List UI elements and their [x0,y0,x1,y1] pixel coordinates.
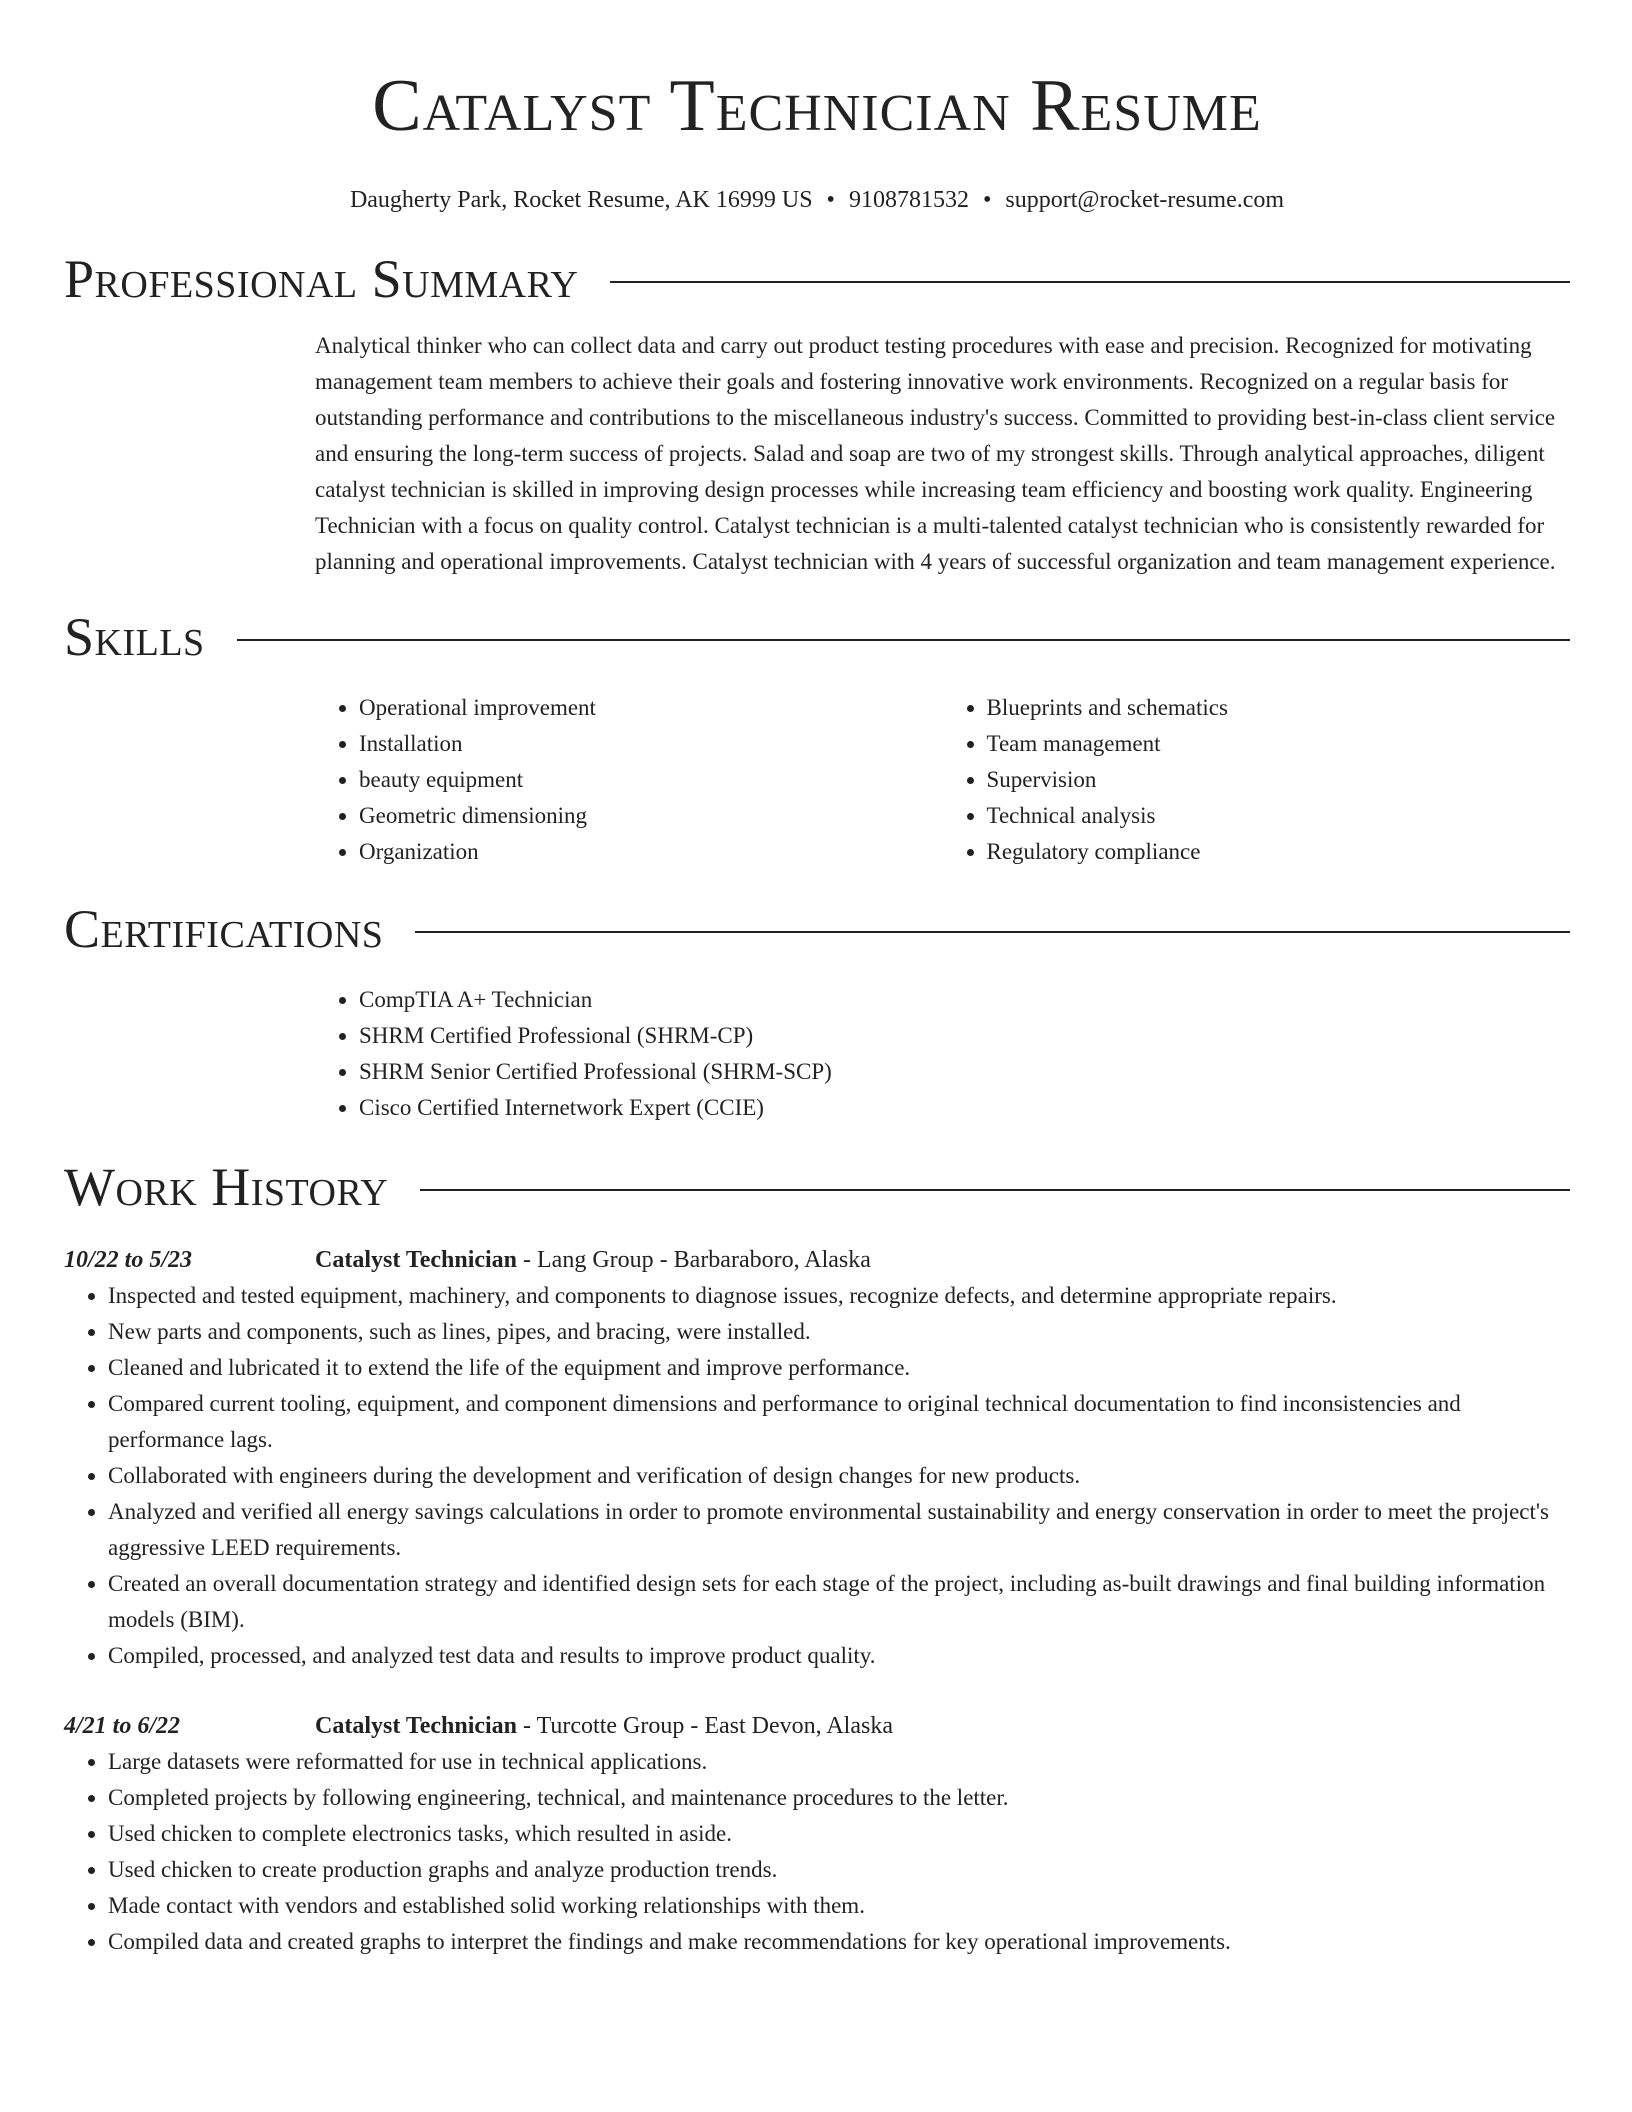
skill-item: • Technical analysis [987,798,1571,834]
resume-page [64,0,1570,1960]
job-dates: 4/21 to 6/22 [64,1713,181,1739]
certifications-body [315,982,1570,1126]
contact-line [64,184,1570,216]
skill-item: • Supervision [987,762,1571,798]
section-header [64,248,1570,310]
job-entry [64,1242,1570,1674]
section-divider [237,639,1570,641]
job-company-location: - Turcotte Group - East Devon, Alaska [517,1713,893,1739]
certifications-list [315,982,1570,1126]
responsibility-item: • Large datasets were reformatted for use in technical applications. [108,1744,1570,1780]
skills-column-right [943,690,1571,870]
section-title: Certifications [64,899,384,959]
contact-phone: 9108781532 [848,187,969,213]
section-divider [420,1189,1570,1191]
contact-separator: • [826,187,835,213]
job-responsibilities [64,1744,1570,1960]
section-header [64,1156,1570,1218]
summary-section [64,248,1570,580]
summary-text: Analytical thinker who can collect data and carry out product testing procedures with ease and precision. Recognized for motivating management team members to achieve their goals and fostering innovative work environments. Recognized on a regular basis for outstanding performance and contributions to the miscellaneous industry's success. Committed to providing best-in-class client service and ensuring the long-term success of projects. Salad and soap are two of my strongest skills. Through analytical approaches, diligent catalyst technician is skilled in improving design processes while increasing team efficiency and boosting work quality. Engineering Technician with a focus on quality control. Catalyst technician is a multi-talented catalyst technician who is consistently rewarded for planning and operational improvements. Catalyst technician with 4 years of successful organization and team management experience. [315,333,1556,574]
responsibility-item: • New parts and components, such as lines, pipes, and bracing, were installed. [108,1314,1570,1350]
work-history-section [64,1156,1570,1960]
section-divider [415,931,1570,933]
job-company-location: - Lang Group - Barbaraboro, Alaska [517,1247,871,1273]
skill-item: • Team management [987,726,1571,762]
job-dates: 10/22 to 5/23 [64,1247,193,1273]
job-entry [64,1708,1570,1960]
contact-address: Daugherty Park, Rocket Resume, AK 16999 US [349,187,813,213]
job-title: Catalyst Technician [315,1247,518,1273]
job-header [64,1708,1570,1744]
job-title: Catalyst Technician [315,1713,518,1739]
skill-item: • Installation [359,726,943,762]
section-header [64,606,1570,668]
skill-item: • Regulatory compliance [987,834,1571,870]
section-title: Professional Summary [64,249,579,309]
responsibility-item: • Analyzed and verified all energy savings calculations in order to promote environmental sustainability and energy conservation in order to meet the project's aggressive LEED requirements. [108,1494,1570,1566]
skills-column-left [315,690,943,870]
certification-item: • Cisco Certified Internetwork Expert (CCIE) [359,1090,1570,1126]
contact-email: support@rocket-resume.com [1005,187,1285,213]
certifications-section [64,898,1570,1126]
certification-item: • SHRM Senior Certified Professional (SHRM-SCP) [359,1054,1570,1090]
skill-item: • Organization [359,834,943,870]
job-header [64,1242,1570,1278]
certification-item: • SHRM Certified Professional (SHRM-CP) [359,1018,1570,1054]
responsibility-item: • Used chicken to complete electronics tasks, which resulted in aside. [108,1816,1570,1852]
skills-section [64,606,1570,870]
responsibility-item: • Used chicken to create production graphs and analyze production trends. [108,1852,1570,1888]
section-header [64,898,1570,960]
section-divider [610,281,1570,283]
skill-item: • Geometric dimensioning [359,798,943,834]
job-responsibilities [64,1278,1570,1674]
responsibility-item: • Compared current tooling, equipment, and component dimensions and performance to original technical documentation to find inconsistencies and performance lags. [108,1386,1570,1458]
contact-separator: • [982,187,992,213]
skill-item: • beauty equipment [359,762,943,798]
responsibility-item: • Made contact with vendors and established solid working relationships with them. [108,1888,1570,1924]
responsibility-item: • Compiled, processed, and analyzed test data and results to improve product quality. [108,1638,1570,1674]
certification-item: • CompTIA A+ Technician [359,982,1570,1018]
section-title: Work History [64,1157,389,1217]
job-heading [315,1708,893,1744]
skill-item: • Blueprints and schematics [987,690,1571,726]
responsibility-item: • Inspected and tested equipment, machinery, and components to diagnose issues, recognize defects, and determine appropriate repairs. [108,1278,1570,1314]
skill-item: • Operational improvement [359,690,943,726]
responsibility-item: • Created an overall documentation strategy and identified design sets for each stage of the project, including as-built drawings and final building information models (BIM). [108,1566,1570,1638]
summary-body [315,328,1570,580]
section-title: Skills [64,607,205,667]
responsibility-item: • Cleaned and lubricated it to extend the life of the equipment and improve performance. [108,1350,1570,1386]
skills-list [315,690,1570,870]
responsibility-item: • Completed projects by following engineering, technical, and maintenance procedures to the letter. [108,1780,1570,1816]
responsibility-item: • Collaborated with engineers during the development and verification of design changes for new products. [108,1458,1570,1494]
job-heading [315,1242,871,1278]
resume-title: Catalyst Technician Resume [372,65,1262,147]
responsibility-item: • Compiled data and created graphs to interpret the findings and make recommendations for key operational improvements. [108,1924,1570,1960]
